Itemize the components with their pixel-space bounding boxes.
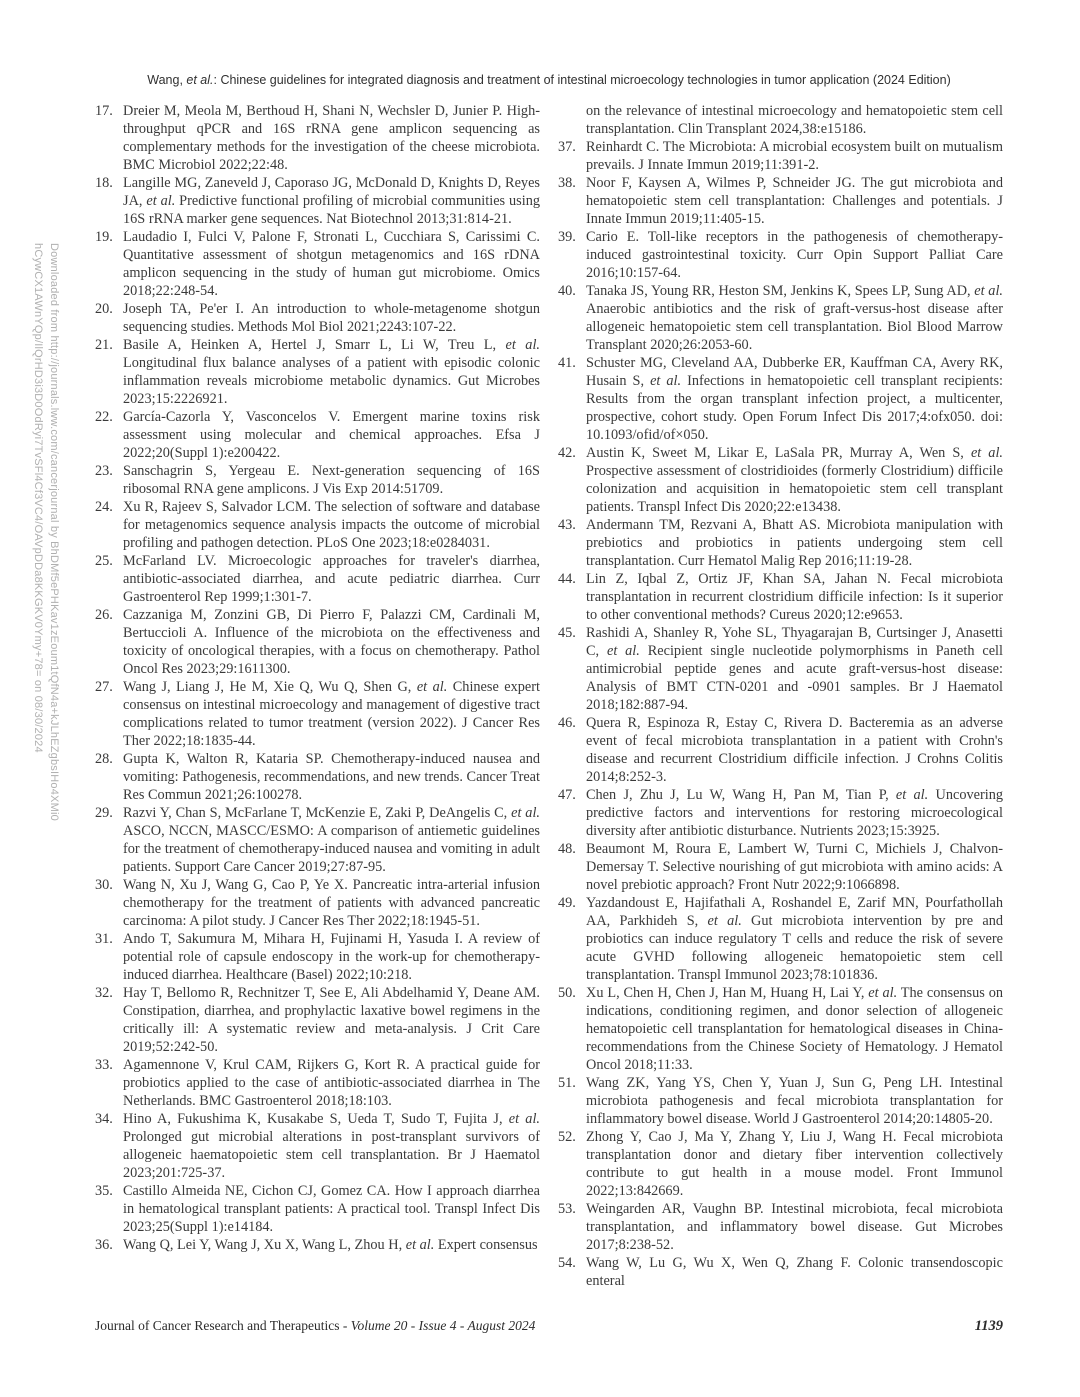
reference-item bbox=[558, 984, 1003, 1074]
reference-number: 28. bbox=[95, 751, 113, 767]
reference-text: Wang Q, Lei Y, Wang J, Xu X, Wang L, Zhou H, et al. Expert consensus bbox=[123, 1237, 538, 1253]
journal-title: Journal of Cancer Research and Therapeutics bbox=[95, 1318, 340, 1333]
reference-text: Basile A, Heinken A, Hertel J, Smarr L, Li W, Treu L, et al. Longitudinal flux balance analyses of a patient with episodic colonic inflammation reveals microbiome metabolic dynamics. Gut Microbes 2023;15:2226921. bbox=[123, 337, 541, 407]
reference-text: Lin Z, Iqbal Z, Ortiz JF, Khan SA, Jahan N. Fecal microbiota transplantation in recurrent clostridium difficile infection: Is it superior to other conventional methods? Cureus 2020;12:e9653. bbox=[586, 571, 1003, 623]
reference-item bbox=[95, 102, 540, 174]
reference-item bbox=[95, 336, 540, 408]
reference-text: Quera R, Espinoza R, Estay C, Rivera D. Bacteremia as an adverse event of fecal microbiota transplantation in a patient with Crohn's disease and recurrent Clostridium difficile infection. J Crohns Colitis 2014;8:252-3. bbox=[586, 715, 1003, 785]
reference-text: Laudadio I, Fulci V, Palone F, Stronati L, Cucchiara S, Carissimi C. Quantitative assessment of shotgun metagenomics and 16S rDNA amplicon sequencing in the study of human gut microbiome. Omics 2018;22:248-54. bbox=[123, 229, 540, 299]
reference-text: Chen J, Zhu J, Lu W, Wang H, Pan M, Tian P, et al. Uncovering predictive factors and interventions for restoring microecological diversity after antibiotic disturbance. Nutrients 2023;15:3925. bbox=[586, 787, 1003, 839]
reference-text: Sanschagrin S, Yergeau E. Next-generation sequencing of 16S ribosomal RNA gene amplicons. J Vis Exp 2014:51709. bbox=[123, 463, 540, 497]
reference-item bbox=[558, 1200, 1003, 1254]
reference-item bbox=[558, 786, 1003, 840]
reference-number: 49. bbox=[558, 895, 576, 911]
reference-item bbox=[95, 750, 540, 804]
reference-number: 30. bbox=[95, 877, 113, 893]
reference-number: 21. bbox=[95, 337, 113, 353]
reference-text: Noor F, Kaysen A, Wilmes P, Schneider JG. The gut microbiota and hematopoietic stem cell transplantation: Challenges and potentials. J Innate Immun 2019;11:405-15. bbox=[586, 175, 1003, 227]
reference-text: Yazdandoust E, Hajifathali A, Roshandel E, Zarif MN, Pourfathollah AA, Parkhideh S, et al. Gut microbiota intervention by pre and probiotics can induce regulatory T cells and reduce the risk of severe acute GVHD following allogeneic hematopoietic stem cell transplantation. Transpl Immunol 2023;78:101836. bbox=[586, 895, 1003, 983]
reference-number: 27. bbox=[95, 679, 113, 695]
reference-number: 42. bbox=[558, 445, 576, 461]
reference-text: García-Cazorla Y, Vasconcelos V. Emergent marine toxins risk assessment using molecular and chemical approaches. Efsa J 2022;20(Suppl 1):e200422. bbox=[123, 409, 540, 461]
reference-item bbox=[95, 300, 540, 336]
reference-number: 22. bbox=[95, 409, 113, 425]
reference-number: 24. bbox=[95, 499, 113, 515]
footer-journal-line bbox=[95, 1318, 535, 1334]
reference-number: 47. bbox=[558, 787, 576, 803]
reference-item bbox=[558, 1074, 1003, 1128]
page-number: 1139 bbox=[974, 1318, 1003, 1334]
reference-item bbox=[95, 984, 540, 1056]
reference-text: Gupta K, Walton R, Kataria SP. Chemotherapy-induced nausea and vomiting: Pathogenesis, recommendations, and new trends. Cancer Treat Res Commun 2021;26:100278. bbox=[123, 751, 540, 803]
reference-number: 45. bbox=[558, 625, 576, 641]
reference-number: 54. bbox=[558, 1255, 576, 1271]
watermark-line-1: Downloaded from http://journals.lww.com/cancerjournal by BhDMf5ePHKav1zEoum1tQfN4a+kJLhEZgbsIHo4XMi0 bbox=[48, 243, 60, 821]
reference-text: Xu R, Rajeev S, Salvador LCM. The selection of software and database for metagenomics sequence analysis impacts the outcome of microbial profiling and pathogen detection. PLoS One 2023;18:e0284031. bbox=[123, 499, 540, 551]
reference-item bbox=[558, 138, 1003, 174]
reference-number: 31. bbox=[95, 931, 113, 947]
reference-number: 38. bbox=[558, 175, 576, 191]
reference-text: Austin K, Sweet M, Likar E, LaSala PR, Murray A, Wen S, et al. Prospective assessment of clostridioides (formerly Clostridium) difficile colonization and acquisition in hematopoietic stem cell transplant patients. Transpl Infect Dis 2020;22:e13438. bbox=[586, 445, 1003, 515]
reference-text: Dreier M, Meola M, Berthoud H, Shani N, Wechsler D, Junier P. High-throughput qPCR and 16S rRNA gene amplicon sequencing as complementary methods for the investigation of the cheese microbiota. BMC Microbiol 2022;22:48. bbox=[123, 103, 540, 173]
reference-text: McFarland LV. Microecologic approaches for traveler's diarrhea, antibiotic-associated diarrhea, and acute pediatric diarrhea. Curr Gastroenterol Rep 1999;1:301-7. bbox=[123, 553, 540, 605]
watermark-line-2: hCywCX1AWnYQp/IlQrHD3i3D0OdRyi7TvSFl4Cf3VC4/OAVpDDa8KKGKV0Ymy+78= on 08/30/2024 bbox=[32, 243, 44, 753]
reference-text: Schuster MG, Cleveland AA, Dubberke ER, Kauffman CA, Avery RK, Husain S, et al. Infections in hematopoietic cell transplant recipients: Results from the organ transplant infection project, a multicenter, prospective, cohort study. Open Forum Infect Dis 2017;4:ofx050. doi: 10.1093/ofid/of×050. bbox=[586, 355, 1003, 443]
reference-item bbox=[558, 444, 1003, 516]
reference-number: 33. bbox=[95, 1057, 113, 1073]
reference-text: Reinhardt C. The Microbiota: A microbial ecosystem built on mutualism prevails. J Innate Immun 2019;11:391-2. bbox=[586, 139, 1003, 173]
reference-text: Langille MG, Zaneveld J, Caporaso JG, McDonald D, Knights D, Reyes JA, et al. Predictive functional profiling of microbial communities using 16S rRNA marker gene sequences. Nat Biotechnol 2013;31:814-21. bbox=[123, 175, 540, 227]
reference-text: Beaumont M, Roura E, Lambert W, Turni C, Michiels J, Chalvon-Demersay T. Selective nourishing of gut microbiota with amino acids: A novel prebiotic approach? Front Nutr 2022;9:1066898. bbox=[586, 841, 1003, 893]
reference-item bbox=[95, 462, 540, 498]
reference-number: 35. bbox=[95, 1183, 113, 1199]
reference-item bbox=[558, 354, 1003, 444]
reference-number: 53. bbox=[558, 1201, 576, 1217]
reference-item bbox=[95, 228, 540, 300]
reference-number: 17. bbox=[95, 103, 113, 119]
reference-text: on the relevance of intestinal microecology and hematopoietic stem cell transplantation. Clin Transplant 2024,38:e15186. bbox=[586, 103, 1003, 137]
reference-item bbox=[95, 1110, 540, 1182]
reference-number: 32. bbox=[95, 985, 113, 1001]
reference-item bbox=[558, 1128, 1003, 1200]
reference-item bbox=[558, 714, 1003, 786]
reference-item bbox=[95, 1182, 540, 1236]
reference-item bbox=[558, 840, 1003, 894]
reference-text: Andermann TM, Rezvani A, Bhatt AS. Microbiota manipulation with prebiotics and probiotics in patients undergoing stem cell transplantation. Curr Hematol Malig Rep 2016;11:19-28. bbox=[586, 517, 1003, 569]
page-footer bbox=[95, 1318, 1003, 1335]
reference-text: Wang ZK, Yang YS, Chen Y, Yuan J, Sun G, Peng LH. Intestinal microbiota pathogenesis and fecal microbiota transplantation for inflammatory bowel disease. World J Gastroenterol 2014;20:14805-20. bbox=[586, 1075, 1003, 1127]
reference-text: Joseph TA, Pe'er I. An introduction to whole-metagenome shotgun sequencing studies. Methods Mol Biol 2021;2243:107-22. bbox=[123, 301, 540, 335]
reference-item bbox=[558, 102, 1003, 138]
reference-text: Castillo Almeida NE, Cichon CJ, Gomez CA. How I approach diarrhea in hematological transplant patients: A practical tool. Transpl Infect Dis 2023;25(Suppl 1):e14184. bbox=[123, 1183, 540, 1235]
reference-text: Tanaka JS, Young RR, Heston SM, Jenkins K, Spees LP, Sung AD, et al. Anaerobic antibiotics and the risk of graft-versus-host disease after allogeneic hematopoietic stem cell transplantation. Biol Blood Marrow Transplant 2020;26:2053-60. bbox=[586, 283, 1003, 353]
reference-number: 25. bbox=[95, 553, 113, 569]
reference-text: Xu L, Chen H, Chen J, Han M, Huang H, Lai Y, et al. The consensus on indications, conditioning regimen, and donor selection of allogeneic hematopoietic cell transplantation for hematological diseases in China-recommendations from the Chinese Society of Hematology. J Hematol Oncol 2018;11:33. bbox=[586, 985, 1003, 1073]
reference-text: Hay T, Bellomo R, Rechnitzer T, See E, Ali Abdelhamid Y, Deane AM. Constipation, diarrhea, and prophylactic laxative bowel regimens in the critically ill: A systematic review and meta-analysis. J Crit Care 2019;52:242-50. bbox=[123, 985, 540, 1055]
reference-number: 18. bbox=[95, 175, 113, 191]
reference-item bbox=[558, 174, 1003, 228]
reference-item bbox=[95, 552, 540, 606]
reference-text: Rashidi A, Shanley R, Yohe SL, Thyagarajan B, Curtsinger J, Anasetti C, et al. Recipient single nucleotide polymorphisms in Paneth cell antimicrobial peptide genes and acute graft-versus-host disease: Analysis of BMT CTN-0201 and -0901 samples. Br J Haematol 2018;182:887-94. bbox=[586, 625, 1004, 713]
reference-item bbox=[558, 228, 1003, 282]
reference-item bbox=[558, 894, 1003, 984]
reference-number: 37. bbox=[558, 139, 576, 155]
reference-number: 51. bbox=[558, 1075, 576, 1091]
reference-text: Razvi Y, Chan S, McFarlane T, McKenzie E, Zaki P, DeAngelis C, et al. ASCO, NCCN, MASCC/ESMO: A comparison of antiemetic guidelines for the treatment of chemotherapy-induced nausea and vomiting in adult patients. Support Care Cancer 2019;27:87-95. bbox=[123, 805, 540, 875]
reference-number: 34. bbox=[95, 1111, 113, 1127]
reference-text: Weingarden AR, Vaughn BP. Intestinal microbiota, fecal microbiota transplantation, and inflammatory bowel disease. Gut Microbes 2017;8:238-52. bbox=[586, 1201, 1003, 1253]
reference-number: 44. bbox=[558, 571, 576, 587]
references-left-column bbox=[95, 102, 540, 1290]
reference-text: Wang N, Xu J, Wang G, Cao P, Ye X. Pancreatic intra-arterial infusion chemotherapy for the treatment of patients with advanced pancreatic carcinoma: A pilot study. J Cancer Res Ther 2022;18:1945-51. bbox=[123, 877, 540, 929]
reference-number: 36. bbox=[95, 1237, 113, 1253]
reference-number: 41. bbox=[558, 355, 576, 371]
reference-text: Cario E. Toll-like receptors in the pathogenesis of chemotherapy-induced gastrointestinal toxicity. Curr Opin Support Palliat Care 2016;10:157-64. bbox=[586, 229, 1003, 281]
reference-text: Wang J, Liang J, He M, Xie Q, Wu Q, Shen G, et al. Chinese expert consensus on intestinal microecology and management of digestive tract complications related to tumor treatment (version 2022). J Cancer Res Ther 2022;18:1835-44. bbox=[123, 679, 540, 749]
reference-number: 39. bbox=[558, 229, 576, 245]
references-section bbox=[95, 102, 1003, 1290]
reference-text: Ando T, Sakumura M, Mihara H, Fujinami H, Yasuda I. A review of potential role of capsule endoscopy in the work-up for chemotherapy-induced diarrhea. Healthcare (Basel) 2022;10:218. bbox=[123, 931, 540, 983]
reference-item bbox=[95, 408, 540, 462]
reference-item bbox=[95, 678, 540, 750]
reference-item bbox=[95, 606, 540, 678]
reference-item bbox=[95, 1056, 540, 1110]
reference-text: Cazzaniga M, Zonzini GB, Di Pierro F, Palazzi CM, Cardinali M, Bertuccioli A. Influence of the microbiota on the effectiveness and toxicity of oncological therapies, with a focus on chemotherapy. Pathol Oncol Res 2023;29:1611300. bbox=[123, 607, 540, 677]
reference-item bbox=[95, 804, 540, 876]
reference-text: Zhong Y, Cao J, Ma Y, Zhang Y, Liu J, Wang H. Fecal microbiota transplantation donor and dietary fiber intervention collectively contribute to gut health in a mouse model. Front Immunol 2022;13:842669. bbox=[586, 1129, 1003, 1199]
reference-item bbox=[558, 282, 1003, 354]
reference-item bbox=[558, 516, 1003, 570]
reference-number: 50. bbox=[558, 985, 576, 1001]
issue-info: - Volume 20 - Issue 4 - August 2024 bbox=[342, 1318, 536, 1333]
reference-number: 19. bbox=[95, 229, 113, 245]
reference-number: 48. bbox=[558, 841, 576, 857]
reference-item bbox=[95, 174, 540, 228]
reference-number: 43. bbox=[558, 517, 576, 533]
reference-number: 40. bbox=[558, 283, 576, 299]
reference-text: Wang W, Lu G, Wu X, Wen Q, Zhang F. Colonic transendoscopic enteral bbox=[586, 1255, 1003, 1289]
reference-number: 20. bbox=[95, 301, 113, 317]
running-head: Wang, et al.: Chinese guidelines for integrated diagnosis and treatment of intestinal microecology technologies in tumor application (2024 Edition) bbox=[147, 73, 951, 87]
reference-item bbox=[95, 876, 540, 930]
reference-number: 26. bbox=[95, 607, 113, 623]
reference-text: Hino A, Fukushima K, Kusakabe S, Ueda T, Sudo T, Fujita J, et al. Prolonged gut microbial alterations in post-transplant survivors of allogeneic haematopoietic stem cell transplantation. Br J Haematol 2023;201:725-37. bbox=[123, 1111, 540, 1181]
reference-text: Agamennone V, Krul CAM, Rijkers G, Kort R. A practical guide for probiotics applied to the case of antibiotic-associated diarrhea in The Netherlands. BMC Gastroenterol 2018;18:103. bbox=[123, 1057, 540, 1109]
reference-item bbox=[95, 1236, 540, 1254]
reference-number: 29. bbox=[95, 805, 113, 821]
reference-item bbox=[558, 624, 1003, 714]
references-right-column bbox=[558, 102, 1003, 1290]
reference-number: 52. bbox=[558, 1129, 576, 1145]
reference-number: 23. bbox=[95, 463, 113, 479]
reference-item bbox=[558, 1254, 1003, 1290]
reference-item bbox=[95, 498, 540, 552]
reference-item bbox=[95, 930, 540, 984]
reference-number: 46. bbox=[558, 715, 576, 731]
reference-item bbox=[558, 570, 1003, 624]
